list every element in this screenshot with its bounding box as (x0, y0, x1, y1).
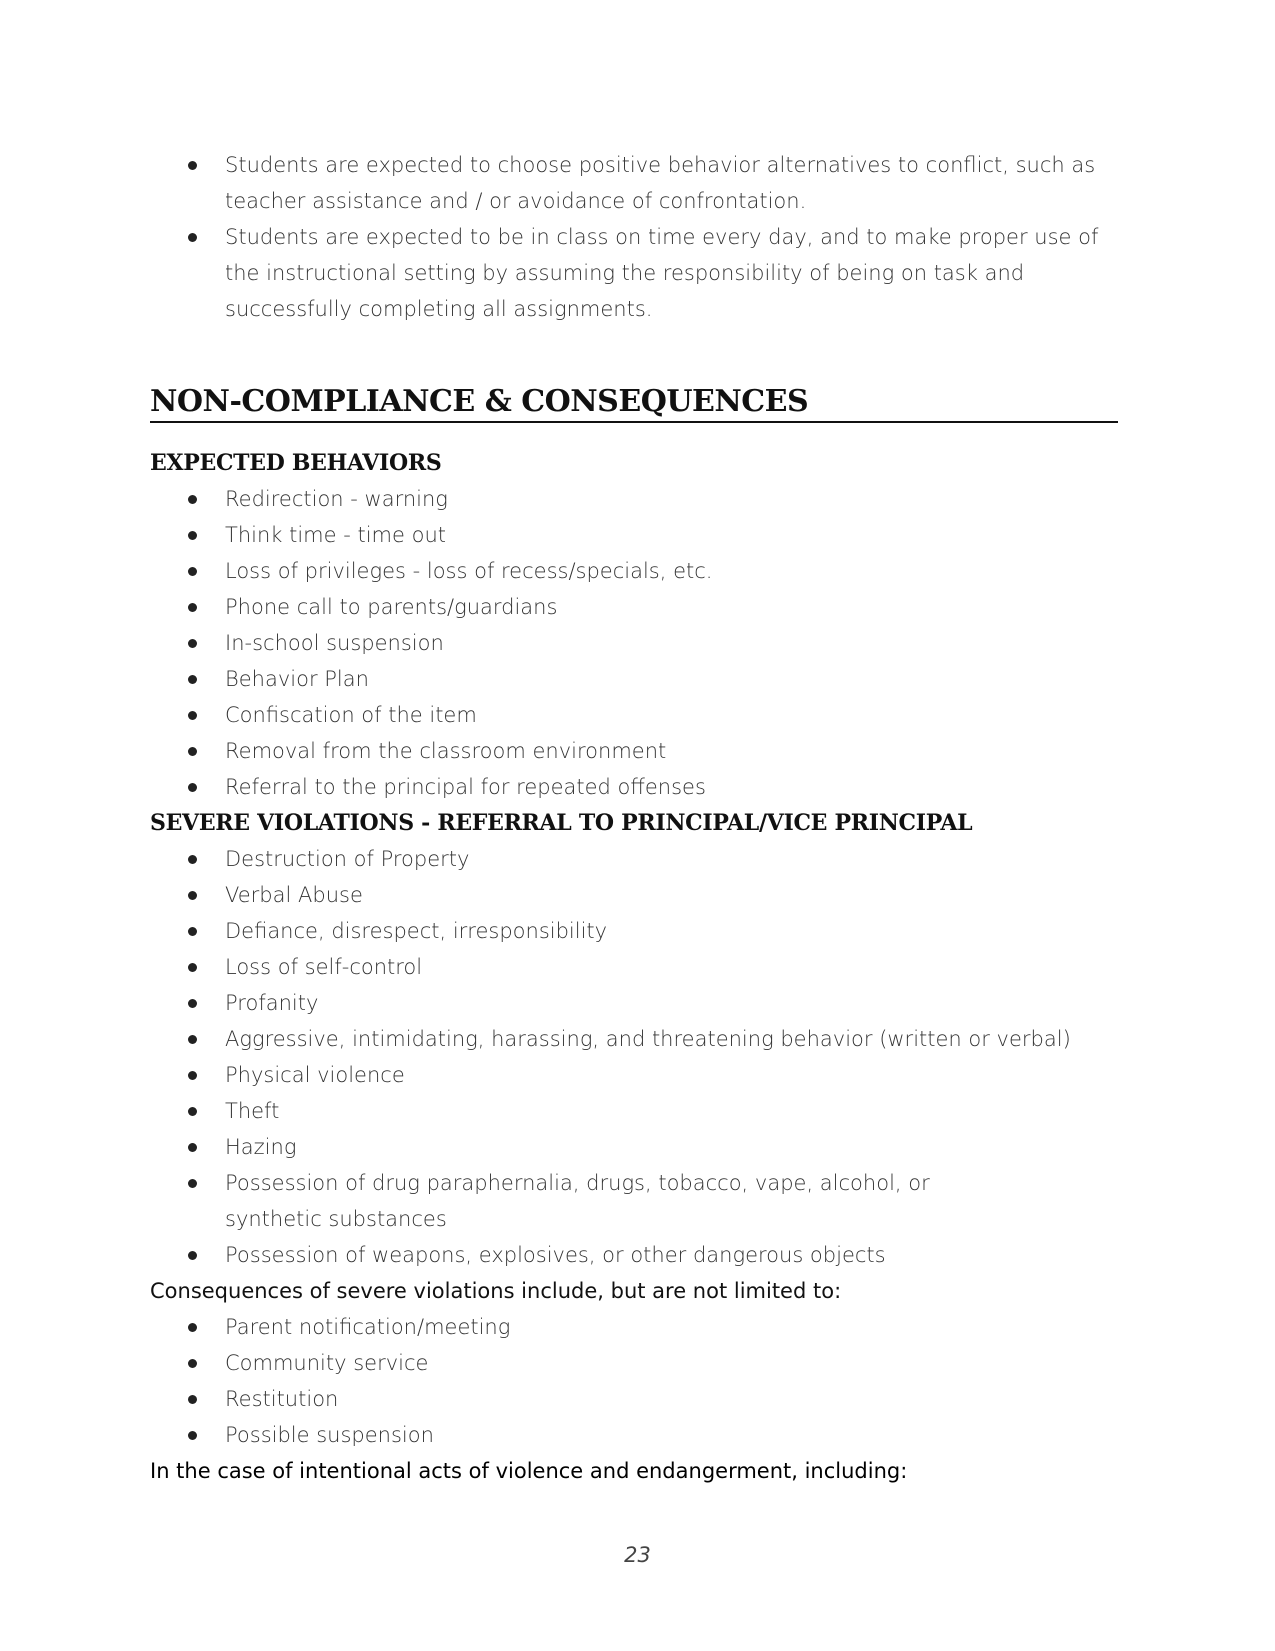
page-number: 23 (624, 1543, 651, 1567)
list-item-text: Aggressive, intimidating, harassing, and threatening behavior (written or verbal) (225, 1027, 1071, 1051)
list-item-text: Phone call to parents/guardians (225, 595, 558, 619)
severe-violations-list (150, 841, 1125, 1273)
list-item-text: Confiscation of the item (225, 703, 477, 727)
bullet-icon (188, 1431, 197, 1440)
list-item (150, 517, 1125, 553)
list-item (150, 697, 1125, 733)
consequences-intro: Consequences of severe violations include, but are not limited to: (150, 1279, 842, 1303)
list-item-text: Referral to the principal for repeated offenses (225, 775, 706, 799)
severe-violations-heading: SEVERE VIOLATIONS - REFERRAL TO PRINCIPAL/VICE PRINCIPAL (150, 810, 973, 836)
expected-behaviors-heading: EXPECTED BEHAVIORS (150, 450, 442, 476)
bullet-icon (188, 1179, 197, 1188)
expected-behaviors-list (150, 481, 1125, 805)
bullet-icon (188, 855, 197, 864)
list-item-text: Students are expected to be in class on time every day, and to make proper use of the instructional setting by assuming the responsibility of being on task and successfully completing all assignments. (225, 225, 1099, 321)
bullet-icon (188, 495, 197, 504)
page-content (150, 147, 1125, 1489)
list-item (150, 1381, 1125, 1417)
list-item (150, 1237, 1125, 1273)
bullet-icon (188, 233, 197, 242)
list-item-text: Removal from the classroom environment (225, 739, 667, 763)
bullet-icon (188, 675, 197, 684)
list-item (150, 733, 1125, 769)
bullet-icon (188, 567, 197, 576)
list-item (150, 589, 1125, 625)
list-item-text: Possession of drug paraphernalia, drugs, tobacco, vape, alcohol, or synthetic substances (225, 1171, 930, 1231)
list-item-text: Loss of privileges - loss of recess/specials, etc. (225, 559, 713, 583)
bullet-icon (188, 999, 197, 1008)
intro-bullet-list (150, 147, 1125, 327)
list-item-text: Students are expected to choose positive behavior alternatives to conflict, such as teacher assistance and / or avoidance of confrontation. (225, 153, 1096, 213)
list-item (150, 1057, 1125, 1093)
violence-intro: In the case of intentional acts of violence and endangerment, including: (150, 1459, 908, 1483)
bullet-icon (188, 161, 197, 170)
list-item (150, 877, 1125, 913)
bullet-icon (188, 1251, 197, 1260)
bullet-icon (188, 1107, 197, 1116)
list-item (150, 913, 1125, 949)
list-item-text: Loss of self-control (225, 955, 423, 979)
list-item-text: Possession of weapons, explosives, or other dangerous objects (225, 1243, 886, 1267)
list-item (150, 625, 1125, 661)
list-item-text: Profanity (225, 991, 319, 1015)
list-item-text: Parent notification/meeting (225, 1315, 511, 1339)
list-item (150, 481, 1125, 517)
bullet-icon (188, 711, 197, 720)
bullet-icon (188, 747, 197, 756)
bullet-icon (188, 1035, 197, 1044)
list-item-text: Think time - time out (225, 523, 447, 547)
list-item-text: In-school suspension (225, 631, 444, 655)
list-item-text: Behavior Plan (225, 667, 369, 691)
list-item-text: Hazing (225, 1135, 297, 1159)
list-item-text: Restitution (225, 1387, 339, 1411)
list-item (150, 1417, 1125, 1453)
list-item (150, 841, 1125, 877)
list-item (150, 219, 1125, 327)
bullet-icon (188, 1323, 197, 1332)
bullet-icon (188, 639, 197, 648)
list-item (150, 1129, 1125, 1165)
list-item (150, 985, 1125, 1021)
list-item-text: Verbal Abuse (225, 883, 363, 907)
list-item (150, 1309, 1125, 1345)
list-item (150, 553, 1125, 589)
bullet-icon (188, 891, 197, 900)
list-item-text: Theft (225, 1099, 280, 1123)
bullet-icon (188, 963, 197, 972)
list-item (150, 661, 1125, 697)
bullet-icon (188, 927, 197, 936)
list-item (150, 949, 1125, 985)
list-item-text: Community service (225, 1351, 429, 1375)
bullet-icon (188, 603, 197, 612)
list-item (150, 1345, 1125, 1381)
bullet-icon (188, 1071, 197, 1080)
list-item (150, 1021, 1125, 1057)
list-item (150, 147, 1125, 219)
bullet-icon (188, 1359, 197, 1368)
list-item-text: Destruction of Property (225, 847, 470, 871)
list-item-text: Possible suspension (225, 1423, 434, 1447)
consequences-list (150, 1309, 1125, 1453)
list-item-text: Defiance, disrespect, irresponsibility (225, 919, 608, 943)
bullet-icon (188, 1395, 197, 1404)
bullet-icon (188, 783, 197, 792)
section-title: NON-COMPLIANCE & CONSEQUENCES (150, 383, 1118, 423)
bullet-icon (188, 1143, 197, 1152)
list-item (150, 769, 1125, 805)
list-item-text: Redirection - warning (225, 487, 448, 511)
bullet-icon (188, 531, 197, 540)
list-item-text: Physical violence (225, 1063, 405, 1087)
list-item (150, 1093, 1125, 1129)
list-item (150, 1165, 1125, 1237)
